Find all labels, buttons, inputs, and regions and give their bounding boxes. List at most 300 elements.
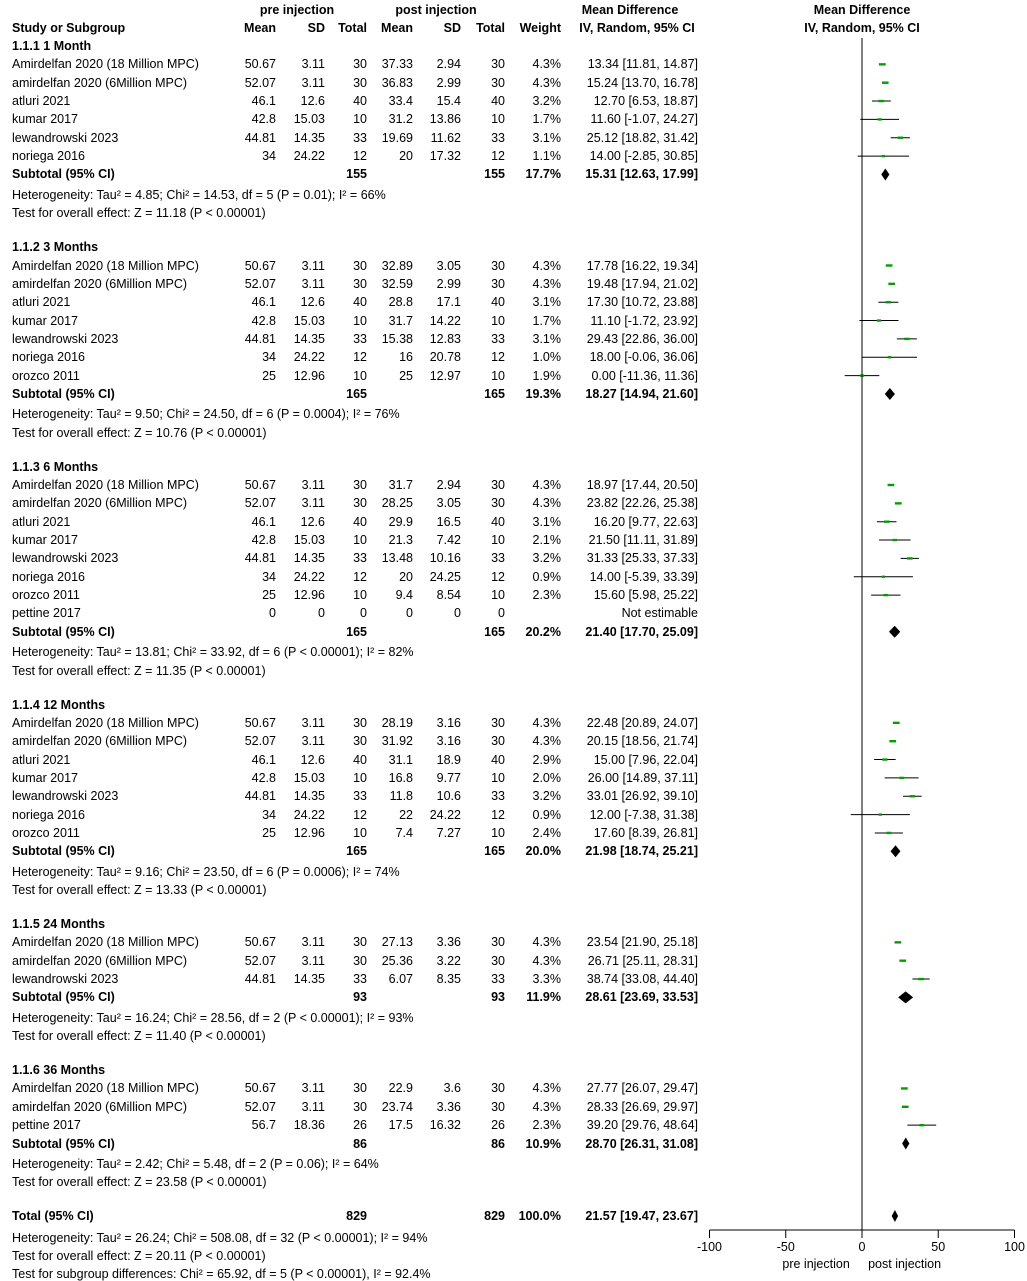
study-name: atluri 2021 [12,514,71,529]
pre-mean: 42.8 [251,313,276,328]
overall-effect: Test for overall effect: Z = 11.35 (P < 0.00001) [12,663,266,678]
weight: 3.3% [532,972,561,987]
pre-mean: 42.8 [251,770,276,785]
post-mean: 13.48 [381,551,413,566]
weight: 2.3% [532,1118,561,1133]
study-point [893,722,900,724]
pre-total: 33 [353,551,367,566]
post-mean: 9.4 [395,588,413,603]
study-point [879,100,885,102]
weight: 1.7% [532,313,561,328]
study-name: noriega 2016 [12,149,85,164]
mean-difference-ci: 26.00 [14.89, 37.11] [587,770,698,785]
total-overall-effect: Test for overall effect: Z = 20.11 (P < 0.00001) [12,1249,266,1263]
post-total: 40 [491,94,505,109]
subtotal-ci: 28.61 [23.69, 33.53] [585,990,698,1005]
post-mean: 0 [406,606,413,621]
pre-sd: 3.11 [301,935,325,950]
weight: 3.2% [532,94,561,109]
subtotal-ci: 28.70 [26.31, 31.08] [585,1136,698,1151]
post-sd: 3.36 [436,935,461,950]
post-total: 30 [491,57,505,72]
study-name: kumar 2017 [12,112,79,127]
post-total: 30 [491,734,505,749]
study-name: orozco 2011 [12,368,80,383]
mean-difference-ci: 29.43 [22.86, 36.00] [586,331,698,346]
pre-total: 33 [353,972,367,987]
study-point [895,941,902,943]
weight: 0.9% [532,807,561,822]
pre-mean: 46.1 [251,94,276,109]
post-total: 12 [491,149,505,164]
post-total: 33 [491,551,505,566]
post-sd: 10.16 [429,551,461,566]
post-total: 10 [491,313,505,328]
study-name: kumar 2017 [12,533,79,548]
post-total: 33 [491,972,505,987]
post-sd: 10.6 [436,789,461,804]
post-mean: 31.92 [381,734,413,749]
overall-effect: Test for overall effect: Z = 23.58 (P < 0.00001) [12,1175,267,1190]
pre-mean: 46.1 [251,295,276,310]
pre-sd: 12.96 [293,368,325,383]
pre-mean: 52.07 [244,953,276,968]
study-point [882,82,889,84]
post-sd: 13.86 [429,112,461,127]
mean-difference-ci: 11.60 [-1.07, 24.27] [590,112,698,127]
study-point [907,557,913,559]
study-point [884,521,890,523]
post-sd: 14.22 [429,313,461,328]
pre-sd: 14.35 [293,331,325,346]
study-name: noriega 2016 [12,569,85,584]
study-name: Amirdelfan 2020 (18 Million MPC) [12,478,199,492]
study-point [879,813,882,815]
heterogeneity: Heterogeneity: Tau² = 2.42; Chi² = 5.48, df = 2 (P = 0.06); I² = 64% [12,1156,379,1171]
weight: 4.3% [532,935,561,950]
weight: 2.9% [532,752,561,767]
subtotal-label: Subtotal (95% CI) [12,1136,115,1151]
mean-difference-ci: 20.15 [18.56, 21.74] [586,734,698,749]
subtotal-pre-total: 165 [346,844,367,859]
weight: 4.3% [532,478,561,492]
header-group1: pre injection [259,3,335,17]
plot-title: Mean Difference [813,3,911,17]
pre-total: 33 [353,331,367,346]
pre-total: 30 [353,953,367,968]
post-total: 30 [491,478,505,492]
mean-difference-ci: 26.71 [25.11, 28.31] [587,953,698,968]
post-mean: 25.36 [381,953,413,968]
col-sd1: SD [307,21,325,35]
study-name: amirdelfan 2020 (6Million MPC) [12,953,188,968]
post-total: 30 [491,953,505,968]
post-mean: 22 [399,807,413,822]
header-md-method: IV, Random, 95% CI [579,21,695,35]
post-mean: 31.1 [388,752,413,767]
study-name: Amirdelfan 2020 (18 Million MPC) [12,258,199,273]
pre-sd: 24.22 [293,807,325,822]
weight: 2.0% [532,770,561,785]
pre-sd: 3.11 [301,715,325,730]
study-point [895,502,902,504]
pre-total: 30 [353,276,367,291]
study-point [899,960,906,962]
post-total: 30 [491,1081,505,1096]
weight: 1.7% [532,112,561,127]
post-total: 30 [491,1099,505,1114]
study-name: kumar 2017 [12,770,79,785]
pre-total: 30 [353,1081,367,1096]
weight: 3.1% [532,331,561,346]
post-mean: 20 [399,149,413,164]
post-total: 40 [491,295,505,310]
pre-sd: 14.35 [293,551,325,566]
study-name: noriega 2016 [12,807,85,822]
post-sd: 17.1 [436,295,461,310]
pre-mean: 34 [262,807,276,822]
study-name: lewandrowski 2023 [12,130,119,145]
study-point [877,319,881,321]
post-mean: 31.2 [388,112,413,127]
weight: 4.3% [532,75,561,90]
post-mean: 31.7 [388,313,413,328]
mean-difference-ci: 19.48 [17.94, 21.02] [586,276,698,291]
subtotal-label: Subtotal (95% CI) [12,624,115,639]
post-mean: 11.8 [389,789,413,804]
pre-sd: 14.35 [293,789,325,804]
subgroup-title: 1.1.6 36 Months [12,1063,106,1078]
pre-sd: 3.11 [301,734,325,749]
pre-sd: 3.11 [301,1081,325,1096]
weight: 4.3% [532,953,561,968]
mean-difference-ci: 17.78 [16.22, 19.34] [586,258,698,273]
header-md: Mean Difference [581,3,679,17]
pre-mean: 56.7 [251,1118,276,1133]
post-mean: 21.3 [388,533,413,548]
pre-total: 30 [353,478,367,492]
weight: 4.3% [532,715,561,730]
pre-sd: 14.35 [293,972,325,987]
pre-mean: 52.07 [244,496,276,511]
post-sd: 17.32 [429,149,461,164]
mean-difference-ci: 33.01 [26.92, 39.10] [586,789,698,804]
subtotal-diamond [902,1138,909,1150]
post-total: 40 [491,752,505,767]
x-tick-label: 0 [858,1240,866,1254]
study-name: lewandrowski 2023 [12,789,119,804]
post-mean: 20 [399,569,413,584]
study-point [893,539,898,541]
mean-difference-ci: 11.10 [-1.72, 23.92] [590,313,698,328]
mean-difference-ci: 15.00 [7.96, 22.04] [593,752,698,767]
weight: 2.4% [532,825,561,840]
pre-sd: 3.11 [301,1099,325,1114]
weight: 4.3% [532,276,561,291]
pre-sd: 12.96 [293,588,325,603]
study-name: amirdelfan 2020 (6Million MPC) [12,496,188,511]
pre-sd: 15.03 [293,112,325,127]
post-sd: 3.05 [436,258,461,273]
pre-mean: 25 [262,368,276,383]
heterogeneity: Heterogeneity: Tau² = 9.50; Chi² = 24.50, df = 6 (P = 0.0004); I² = 76% [12,407,400,422]
heterogeneity: Heterogeneity: Tau² = 4.85; Chi² = 14.53, df = 5 (P = 0.01); I² = 66% [12,187,386,202]
study-name: kumar 2017 [12,313,79,328]
pre-sd: 24.22 [293,350,325,365]
post-total: 33 [491,789,505,804]
pre-total: 12 [353,807,367,822]
post-mean: 25 [399,368,413,383]
post-total: 10 [491,533,505,548]
subtotal-weight: 10.9% [525,1136,561,1151]
pre-sd: 3.11 [301,57,325,72]
weight: 4.3% [532,1081,561,1096]
mean-difference-ci: 27.77 [26.07, 29.47] [586,1081,698,1096]
pre-total: 10 [353,112,367,127]
post-sd: 16.5 [436,514,461,529]
post-sd: 3.36 [436,1099,461,1114]
post-mean: 16 [399,350,413,365]
post-total: 10 [491,825,505,840]
subtotal-label: Subtotal (95% CI) [12,167,115,182]
pre-mean: 52.07 [244,734,276,749]
pre-mean: 50.67 [244,478,276,492]
subtotal-ci: 21.98 [18.74, 25.21] [585,844,698,859]
pre-mean: 52.07 [244,276,276,291]
post-total: 12 [491,350,505,365]
pre-mean: 50.67 [244,57,276,72]
study-point [888,283,895,285]
post-sd: 12.97 [429,368,461,383]
subtotal-diamond [898,991,913,1003]
post-total: 0 [498,606,505,621]
study-point [886,832,891,834]
post-sd: 2.94 [436,478,461,492]
pre-total: 12 [353,569,367,584]
overall-effect: Test for overall effect: Z = 13.33 (P < 0.00001) [12,883,267,897]
post-total: 30 [491,715,505,730]
post-sd: 9.77 [436,770,461,785]
x-tick-label: -100 [696,1240,723,1254]
mean-difference-ci: 38.74 [33.08, 44.40] [586,972,698,987]
study-point [886,264,893,266]
pre-total: 40 [353,514,367,529]
mean-difference-ci: 16.20 [9.77, 22.63] [593,514,698,529]
mean-difference-ci: 13.34 [11.81, 14.87] [587,57,698,72]
heterogeneity: Heterogeneity: Tau² = 16.24; Chi² = 28.56, df = 2 (P < 0.00001); I² = 93% [12,1010,414,1025]
study-name: atluri 2021 [12,752,71,767]
pre-total: 30 [353,258,367,273]
post-total: 30 [491,935,505,950]
post-mean: 17.5 [388,1118,413,1133]
weight: 3.2% [532,789,561,804]
pre-mean: 44.81 [244,331,276,346]
post-sd: 24.25 [429,569,461,584]
pre-sd: 15.03 [293,770,325,785]
study-point [899,777,903,779]
study-point [883,594,888,596]
post-total: 30 [491,258,505,273]
weight: 2.3% [532,588,561,603]
pre-sd: 12.6 [300,752,325,767]
weight: 4.3% [532,734,561,749]
study-point [889,740,896,742]
post-sd: 24.22 [429,807,461,822]
pre-sd: 14.35 [293,130,325,145]
pre-total: 30 [353,1099,367,1114]
pre-mean: 50.67 [244,1081,276,1096]
post-mean: 23.74 [381,1099,413,1114]
weight: 3.1% [532,130,561,145]
post-sd: 3.22 [436,953,461,968]
post-mean: 36.83 [381,75,413,90]
pre-mean: 50.67 [244,935,276,950]
post-mean: 37.33 [381,57,413,72]
post-sd: 20.78 [429,350,461,365]
study-point [902,1106,909,1108]
mean-difference-ci: 12.00 [-7.38, 31.38] [589,807,698,822]
pre-sd: 3.11 [301,276,325,291]
subgroup-differences: Test for subgroup differences: Chi² = 65.92, df = 5 (P < 0.00001), I² = 92.4% [12,1267,431,1281]
total-post: 829 [484,1209,505,1223]
col-total1: Total [338,21,367,35]
subtotal-weight: 17.7% [525,167,561,182]
x-tick-label: 50 [931,1240,946,1254]
subtotal-label: Subtotal (95% CI) [12,990,115,1005]
study-name: noriega 2016 [12,350,85,365]
overall-effect: Test for overall effect: Z = 11.40 (P < 0.00001) [12,1029,266,1044]
study-name: amirdelfan 2020 (6Million MPC) [12,276,188,291]
subtotal-diamond [885,388,895,400]
pre-mean: 52.07 [244,75,276,90]
subtotal-diamond [889,626,900,638]
post-sd: 12.83 [429,331,461,346]
post-total: 10 [491,588,505,603]
study-point [910,795,916,797]
mean-difference-ci: 39.20 [29.76, 48.64] [586,1118,698,1133]
pre-total: 30 [353,496,367,511]
mean-difference-ci: 14.00 [-2.85, 30.85] [589,149,698,164]
x-tick-label: 100 [1004,1240,1025,1254]
post-sd: 8.54 [436,588,461,603]
col-mean1: Mean [244,21,276,35]
post-mean: 32.59 [381,276,413,291]
post-total: 33 [491,130,505,145]
post-mean: 16.8 [388,770,413,785]
subtotal-pre-total: 165 [346,624,367,639]
pre-mean: 44.81 [244,551,276,566]
post-total: 10 [491,770,505,785]
col-mean2: Mean [381,21,413,35]
study-name: Amirdelfan 2020 (18 Million MPC) [12,715,199,730]
study-point [878,118,882,120]
post-mean: 33.4 [388,94,413,109]
study-point [882,758,887,760]
pre-sd: 24.22 [293,569,325,584]
mean-difference-ci: 25.12 [18.82, 31.42] [586,130,698,145]
post-total: 10 [491,368,505,383]
study-name: pettine 2017 [12,606,81,621]
post-total: 12 [491,807,505,822]
post-sd: 3.16 [436,715,461,730]
pre-total: 12 [353,149,367,164]
study-point [919,1124,924,1126]
study-name: atluri 2021 [12,94,71,109]
pre-total: 40 [353,752,367,767]
pre-mean: 50.67 [244,258,276,273]
mean-difference-ci: 22.48 [20.89, 24.07] [586,715,698,730]
post-mean: 7.4 [395,825,413,840]
post-sd: 7.42 [436,533,461,548]
study-point [879,63,886,65]
post-total: 30 [491,276,505,291]
mean-difference-ci: 17.60 [8.39, 26.81] [593,825,698,840]
pre-mean: 46.1 [251,752,276,767]
col-weight: Weight [519,21,561,35]
post-total: 26 [491,1118,505,1133]
post-sd: 11.62 [430,130,461,145]
study-point [904,338,910,340]
pre-total: 33 [353,789,367,804]
axis-left-label: pre injection [782,1257,850,1271]
subtotal-weight: 20.0% [525,844,561,859]
subtotal-ci: 21.40 [17.70, 25.09] [585,624,698,639]
pre-total: 40 [353,94,367,109]
pre-total: 33 [353,130,367,145]
post-sd: 3.6 [443,1081,461,1096]
subtotal-post-total: 93 [491,990,505,1005]
mean-difference-ci: 15.24 [13.70, 16.78] [586,75,698,90]
post-mean: 28.8 [388,295,413,310]
post-sd: 3.16 [436,734,461,749]
pre-mean: 50.67 [244,715,276,730]
subtotal-post-total: 165 [484,386,505,401]
subtotal-ci: 15.31 [12.63, 17.99] [585,167,698,182]
post-total: 30 [491,496,505,511]
pre-total: 30 [353,57,367,72]
subtotal-post-total: 165 [484,624,505,639]
pre-sd: 12.96 [293,825,325,840]
weight: 1.1% [532,149,561,164]
overall-effect: Test for overall effect: Z = 10.76 (P < 0.00001) [12,425,267,440]
study-point [886,301,892,303]
mean-difference-ci: 31.33 [25.33, 37.33] [586,551,698,566]
total-weight: 100.0% [518,1209,561,1223]
post-mean: 31.7 [388,478,413,492]
pre-mean: 34 [262,149,276,164]
mean-difference-ci: 15.60 [5.98, 25.22] [593,588,698,603]
pre-mean: 42.8 [251,112,276,127]
subtotal-label: Subtotal (95% CI) [12,844,115,859]
study-name: lewandrowski 2023 [12,972,119,987]
pre-total: 30 [353,715,367,730]
post-mean: 32.89 [381,258,413,273]
post-total: 12 [491,569,505,584]
pre-sd: 24.22 [293,149,325,164]
pre-total: 30 [353,935,367,950]
post-total: 33 [491,331,505,346]
subtotal-ci: 18.27 [14.94, 21.60] [585,386,698,401]
subtotal-post-total: 165 [484,844,505,859]
pre-sd: 18.36 [293,1118,325,1133]
mean-difference-ci: 0.00 [-11.36, 11.36] [591,368,698,383]
x-tick-label: -50 [776,1240,795,1254]
study-name: amirdelfan 2020 (6Million MPC) [12,75,188,90]
col-study: Study or Subgroup [12,21,126,35]
pre-total: 10 [353,588,367,603]
post-mean: 28.19 [381,715,413,730]
pre-total: 10 [353,770,367,785]
